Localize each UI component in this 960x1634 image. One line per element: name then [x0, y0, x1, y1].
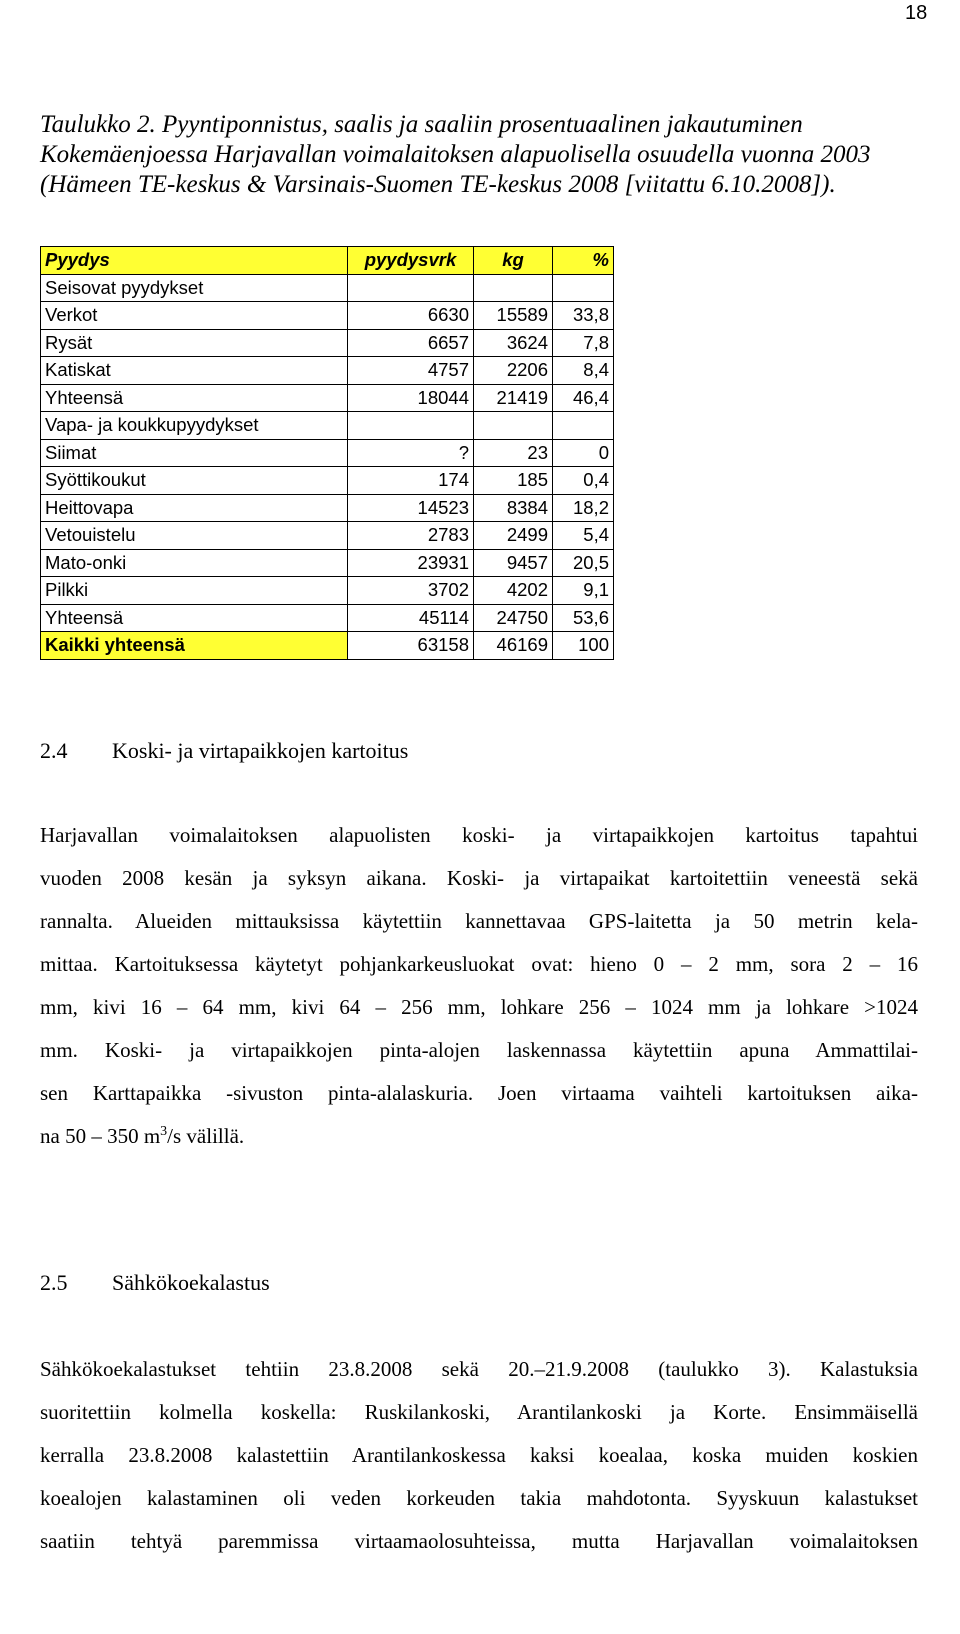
table-cell: 7,8: [553, 329, 614, 357]
page-number: 18: [905, 2, 928, 24]
table-cell: 15589: [474, 302, 553, 330]
paragraph-line: suoritettiin kolmella koskella: Ruskilankoski, Arantilankoski ja Korte. Ensimmäisellä: [40, 1400, 918, 1424]
table-row: [41, 357, 614, 385]
table-cell: 53,6: [553, 604, 614, 632]
section-title: Koski- ja virtapaikkojen kartoitus: [112, 738, 409, 763]
table-cell: 24750: [474, 604, 553, 632]
table-cell: 18,2: [553, 494, 614, 522]
table-cell: 18044: [348, 384, 474, 412]
paragraph-line: saatiin tehtyä paremmissa virtaamaolosuhteissa, mutta Harjavallan voimalaitoksen: [40, 1529, 918, 1553]
section-2-5-paragraph: [40, 1348, 918, 1563]
table-cell: 23931: [348, 549, 474, 577]
table-header-row: [41, 247, 614, 275]
table-row: [41, 412, 614, 440]
table-cell: Rysät: [41, 329, 348, 357]
table-cell: 2499: [474, 522, 553, 550]
table-cell: Vetouistelu: [41, 522, 348, 550]
paragraph-line: Harjavallan voimalaitoksen alapuolisten koski- ja virtapaikkojen kartoitus tapahtui: [40, 823, 918, 847]
table-cell: 20,5: [553, 549, 614, 577]
table-cell: [553, 412, 614, 440]
table-row: [41, 384, 614, 412]
table-row: [41, 302, 614, 330]
table-cell: 63158: [348, 632, 474, 660]
table-cell: 0: [553, 439, 614, 467]
table-cell: Mato-onki: [41, 549, 348, 577]
section-heading-2-4: [40, 738, 408, 764]
table-cell: [474, 274, 553, 302]
table-cell: Syöttikoukut: [41, 467, 348, 495]
section-number: 2.4: [40, 738, 68, 763]
table-cell: 8,4: [553, 357, 614, 385]
table-cell: 21419: [474, 384, 553, 412]
table-cell: Pilkki: [41, 577, 348, 605]
paragraph-line: rannalta. Alueiden mittauksissa käytettiin kannettavaa GPS-laitetta ja 50 metrin kela-: [40, 909, 918, 933]
table-cell: 8384: [474, 494, 553, 522]
table-row: [41, 439, 614, 467]
table-cell: 33,8: [553, 302, 614, 330]
paragraph-line: Sähkökoekalastukset tehtiin 23.8.2008 sekä 20.–21.9.2008 (taulukko 3). Kalastuksia: [40, 1357, 918, 1381]
section-number: 2.5: [40, 1270, 68, 1295]
table-cell: 3624: [474, 329, 553, 357]
table-cell: 0,4: [553, 467, 614, 495]
table-cell: 4757: [348, 357, 474, 385]
table-row: [41, 329, 614, 357]
table-row: [41, 274, 614, 302]
table-cell: 100: [553, 632, 614, 660]
table-cell: 45114: [348, 604, 474, 632]
paragraph-line: vuoden 2008 kesän ja syksyn aikana. Koski- ja virtapaikat kartoitettiin veneestä sekä: [40, 866, 918, 890]
paragraph-line: [40, 1115, 918, 1158]
catch-table: [40, 246, 614, 660]
table-cell: [553, 274, 614, 302]
table-caption: Taulukko 2. Pyyntiponnistus, saalis ja saaliin prosentuaalinen jakautuminen Kokemäenjoessa Harjavallan voimalaitoksen alapuolisella osuudella vuonna 2003 (Hämeen TE-keskus & Varsinais-Suomen TE-keskus 2008 [viitattu 6.10.2008]).: [40, 111, 871, 198]
table-cell: 4202: [474, 577, 553, 605]
table-row: [41, 632, 614, 660]
table-cell: 5,4: [553, 522, 614, 550]
table-cell: Seisovat pyydykset: [41, 274, 348, 302]
section-2-4-paragraph: [40, 814, 918, 1158]
line-text: na 50 – 350 m: [40, 1124, 161, 1148]
table-cell: 9,1: [553, 577, 614, 605]
table-cell: 185: [474, 467, 553, 495]
table-cell: 3702: [348, 577, 474, 605]
table-cell: 14523: [348, 494, 474, 522]
table-cell: 6657: [348, 329, 474, 357]
section-title: Sähkökoekalastus: [112, 1270, 270, 1295]
paragraph-line: sen Karttapaikka -sivuston pinta-alalaskuria. Joen virtaama vaihteli kartoituksen aika-: [40, 1081, 918, 1105]
table-cell: 6630: [348, 302, 474, 330]
table-cell: Siimat: [41, 439, 348, 467]
table-cell: Yhteensä: [41, 384, 348, 412]
table-cell: [474, 412, 553, 440]
table-cell: Heittovapa: [41, 494, 348, 522]
table-row: [41, 577, 614, 605]
table-cell: 9457: [474, 549, 553, 577]
line-text: /s välillä.: [167, 1124, 245, 1148]
table-cell: Vapa- ja koukkupyydykset: [41, 412, 348, 440]
paragraph-line: koealojen kalastaminen oli veden korkeuden takia mahdotonta. Syyskuun kalastukset: [40, 1486, 918, 1510]
table-cell: 23: [474, 439, 553, 467]
section-heading-2-5: [40, 1270, 270, 1296]
table-header-cell: pyydysvrk: [348, 247, 474, 275]
paragraph-line: kerralla 23.8.2008 kalastettiin Arantilankoskessa kaksi koealaa, koska muiden koskien: [40, 1443, 918, 1467]
table-cell: Yhteensä: [41, 604, 348, 632]
table-header-cell: %: [553, 247, 614, 275]
table-row: [41, 604, 614, 632]
table-row: [41, 549, 614, 577]
table-header-cell: kg: [474, 247, 553, 275]
table-cell: ?: [348, 439, 474, 467]
table-row: [41, 522, 614, 550]
paragraph-line: mittaa. Kartoituksessa käytetyt pohjankarkeusluokat ovat: hieno 0 – 2 mm, sora 2 – 16: [40, 952, 918, 976]
paragraph-line: mm. Koski- ja virtapaikkojen pinta-alojen laskennassa käytettiin apuna Ammattilai-: [40, 1038, 918, 1062]
superscript: 3: [160, 1124, 168, 1139]
table-header-cell: Pyydys: [41, 247, 348, 275]
table-cell: 46169: [474, 632, 553, 660]
table-cell: [348, 274, 474, 302]
table-cell: Verkot: [41, 302, 348, 330]
table-cell: 174: [348, 467, 474, 495]
table-cell: [348, 412, 474, 440]
table-row: [41, 467, 614, 495]
table-row: [41, 494, 614, 522]
table-cell: Katiskat: [41, 357, 348, 385]
table-cell: 2206: [474, 357, 553, 385]
table-cell: 2783: [348, 522, 474, 550]
table-cell: 46,4: [553, 384, 614, 412]
paragraph-line: mm, kivi 16 – 64 mm, kivi 64 – 256 mm, lohkare 256 – 1024 mm ja lohkare >1024: [40, 995, 918, 1019]
table-cell: Kaikki yhteensä: [41, 632, 348, 660]
